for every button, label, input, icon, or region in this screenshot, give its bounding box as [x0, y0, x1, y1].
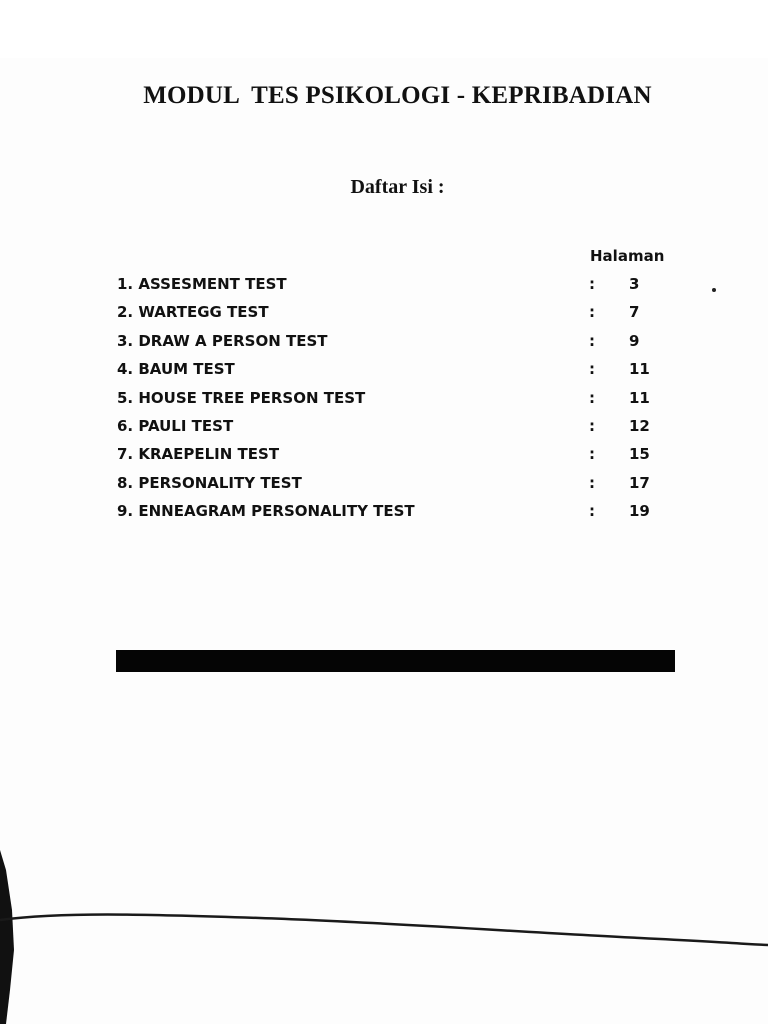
toc-entry-label: 5. HOUSE TREE PERSON TEST	[117, 388, 366, 407]
toc-entry-label: 9. ENNEAGRAM PERSONALITY TEST	[117, 502, 415, 521]
toc-entry-separator: :	[589, 473, 595, 492]
toc-entry-separator: :	[589, 275, 595, 293]
toc-entry-page: 19	[629, 502, 650, 521]
toc-entry-page: 12	[629, 416, 650, 435]
toc-entry	[117, 473, 677, 501]
toc-entry	[117, 302, 677, 330]
toc-entry-separator: :	[589, 331, 595, 350]
toc-entry	[117, 331, 677, 359]
redaction-bar	[116, 650, 675, 672]
toc-entry-page: 7	[629, 303, 640, 322]
toc-list	[117, 274, 677, 530]
toc-entry	[117, 501, 677, 529]
toc-entry	[117, 416, 677, 444]
toc-entry-page: 9	[629, 331, 640, 350]
document-title: MODUL TES PSIKOLOGI - KEPRIBADIAN	[143, 82, 652, 109]
toc-entry-page: 11	[629, 360, 650, 379]
toc-entry-label: 2. WARTEGG TEST	[117, 303, 269, 322]
scanned-paper	[0, 58, 768, 1024]
toc-entry	[117, 444, 677, 472]
toc-entry-separator: :	[589, 303, 595, 322]
toc-entry-separator: :	[589, 360, 595, 379]
toc-entry-label: 7. KRAEPELIN TEST	[117, 445, 280, 464]
toc-entry-label: 8. PERSONALITY TEST	[117, 473, 302, 492]
toc-entry-page: 17	[629, 473, 650, 492]
toc-entry	[117, 388, 677, 416]
toc-entry-label: 1. ASSESMENT TEST	[117, 275, 287, 293]
toc-entry-separator: :	[589, 502, 595, 521]
toc-entry-label: 4. BAUM TEST	[117, 360, 235, 379]
toc-entry-label: 6. PAULI TEST	[117, 416, 234, 435]
toc-entry	[117, 274, 677, 302]
toc-entry-separator: :	[589, 445, 595, 464]
toc-entry-page: 15	[629, 445, 650, 464]
paper-fold-line	[0, 900, 768, 960]
scan-speck	[712, 288, 716, 292]
toc-entry-page: 3	[629, 275, 640, 293]
toc-entry	[117, 359, 677, 387]
toc-entry-separator: :	[589, 416, 595, 435]
toc-entry-label: 3. DRAW A PERSON TEST	[117, 331, 328, 350]
toc-heading: Daftar Isi :	[350, 176, 445, 198]
toc-entry-page: 11	[629, 388, 650, 407]
page-column-header: Halaman	[590, 247, 665, 265]
toc-entry-separator: :	[589, 388, 595, 407]
